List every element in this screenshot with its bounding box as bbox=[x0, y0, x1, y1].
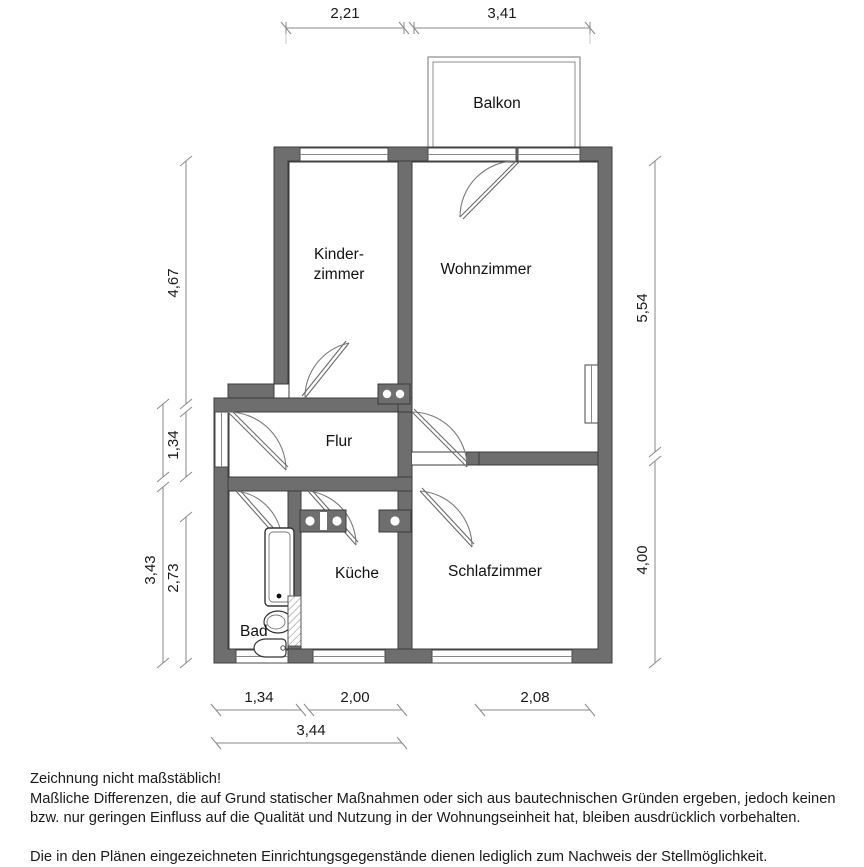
dim-top-341: 3,41 bbox=[487, 5, 516, 22]
dim-top-221: 2,21 bbox=[330, 5, 359, 22]
dim-right-400: 4,00 bbox=[634, 545, 651, 574]
dim-right-554: 5,54 bbox=[634, 293, 651, 322]
dim-bottom-134: 1,34 bbox=[244, 689, 273, 706]
shaft-hatched bbox=[288, 596, 301, 646]
note-line-1: Zeichnung nicht maßstäblich! bbox=[30, 770, 850, 790]
dim-bottom-208: 2,08 bbox=[520, 689, 549, 706]
room-label-balkon: Balkon bbox=[473, 95, 520, 112]
notes-gap bbox=[30, 829, 850, 848]
disclaimer-notes bbox=[30, 770, 850, 867]
room-label-kinderzimmer-2: zimmer bbox=[314, 266, 365, 283]
dim-left-343: 3,43 bbox=[142, 555, 159, 584]
dim-left-273: 2,73 bbox=[165, 563, 182, 592]
note-line-2: Maßliche Differenzen, die auf Grund statischer Maßnahmen oder sich aus bautechnischen Gründen ergeben, jedoch keinen bbox=[30, 790, 850, 810]
room-label-kueche: Küche bbox=[335, 565, 379, 582]
dim-bottom-200: 2,00 bbox=[340, 689, 369, 706]
dimension-top bbox=[281, 22, 595, 34]
room-wohnzimmer bbox=[412, 162, 598, 452]
room-schlafzimmer bbox=[412, 465, 598, 649]
note-line-4: Die in den Plänen eingezeichneten Einrichtungsgegenstände dienen lediglich zum Nachweis der Stellmöglichkeit. bbox=[30, 848, 850, 867]
room-label-schlafzimmer: Schlafzimmer bbox=[448, 563, 542, 580]
room-flur bbox=[229, 412, 398, 477]
dim-left-134: 1,34 bbox=[165, 430, 182, 459]
room-label-flur: Flur bbox=[326, 433, 353, 450]
dim-left-467: 4,67 bbox=[165, 268, 182, 297]
note-line-3: bzw. nur geringen Einfluss auf die Qualität und Nutzung in der Wohnungseinheit hat, bleiben ausdrücklich vorbehalten. bbox=[30, 809, 850, 829]
dim-bottom-344: 3,44 bbox=[296, 722, 325, 739]
room-label-wohnzimmer: Wohnzimmer bbox=[440, 261, 531, 278]
kinderzimmer-fixture bbox=[378, 384, 410, 404]
room-label-bad: Bad bbox=[240, 623, 268, 640]
dimension-right bbox=[649, 156, 661, 668]
room-label-kinderzimmer-1: Kinder- bbox=[314, 246, 364, 263]
